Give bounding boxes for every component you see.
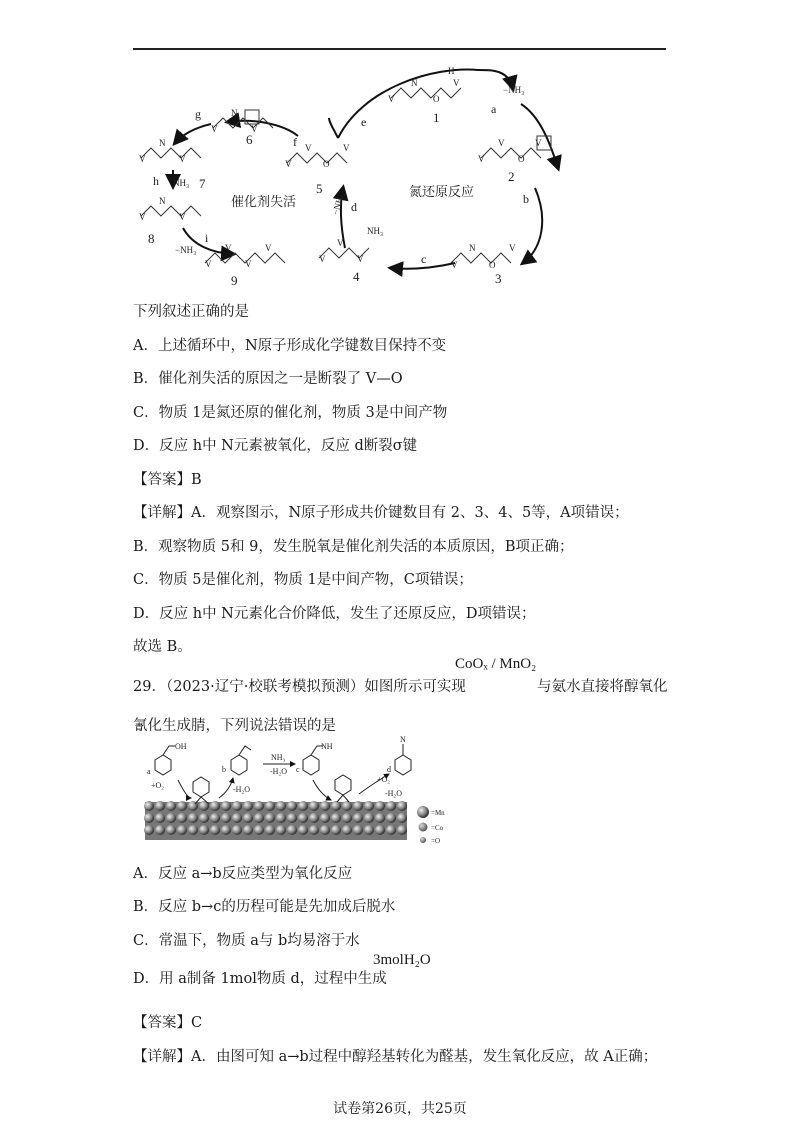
svg-text:V: V — [535, 138, 542, 148]
legend-mn: =Mn — [431, 809, 445, 817]
q28-option-c: C．物质 1是氮还原的催化剂，物质 3是中间产物 — [133, 405, 448, 421]
svg-text:V: V — [139, 154, 146, 164]
svg-text:V: V — [305, 143, 312, 153]
h-s1-label: H — [448, 66, 455, 76]
q29-option-a: A．反应 a→b反应类型为氧化反应 — [133, 866, 353, 882]
label-9: 9 — [231, 273, 238, 288]
fig2-n: N — [400, 735, 406, 744]
q28-detail-c: C．物质 5是催化剂，物质 1是中间产物，C项错误； — [133, 572, 473, 588]
fig2-o2-1: +O₂ — [151, 781, 165, 790]
center-right-label: 氮还原反应 — [409, 184, 475, 199]
q29-catalyst: CoOₓ / MnO₂ — [455, 656, 537, 672]
fig2-nh3: NH₃ — [271, 753, 286, 762]
q28-detail-d: D．反应 h中 N元素化合价降低，发生了还原反应，D项错误； — [133, 606, 536, 622]
q28-conclusion: 故选 B。 — [133, 639, 192, 655]
arrow-label-g: g — [195, 107, 201, 121]
arrow-label-d: d — [351, 200, 357, 214]
svg-text:V: V — [179, 212, 186, 222]
svg-text:V: V — [388, 94, 395, 104]
svg-text:V: V — [498, 138, 505, 148]
svg-text:V: V — [265, 243, 272, 253]
label-4: 4 — [353, 269, 360, 284]
q29-option-d-product: 3molH₂O — [373, 952, 431, 968]
label-7: 7 — [199, 176, 206, 191]
label-2: 2 — [508, 169, 515, 184]
arrow-label-b: b — [523, 192, 529, 206]
svg-text:V: V — [453, 78, 460, 88]
fig2-nh: NH — [321, 742, 333, 751]
fig2-h2o-1: -H₂O — [270, 767, 288, 776]
svg-text:V: V — [225, 243, 232, 253]
cycle-arc-g — [175, 124, 211, 143]
q29-stem-part1: 29．（2023·辽宁·校联考模拟预测）如图所示可实现 — [133, 679, 466, 695]
q28-option-d: D．反应 h中 N元素被氧化，反应 d断裂σ键 — [133, 438, 418, 454]
svg-text:V: V — [343, 143, 350, 153]
nh3-bottom-label: −NH₃ — [175, 245, 197, 255]
arrow-label-i: i — [205, 231, 209, 245]
svg-text:V: V — [211, 124, 218, 134]
label-3: 3 — [495, 271, 502, 286]
arrow-label-c: c — [421, 252, 427, 266]
center-left-label: 催化剂失活 — [231, 194, 297, 209]
fig2-oh: OH — [175, 742, 187, 751]
label-1: 1 — [433, 110, 440, 125]
legend-co: =Co — [431, 824, 444, 832]
nh3-s8-label: NH₃ — [173, 178, 190, 188]
svg-text:V: V — [337, 238, 344, 248]
q28-option-b: B．催化剂失活的原因之一是断裂了 V—O — [133, 371, 403, 387]
catalytic-cycle-figure — [133, 58, 673, 290]
fig2-label-b: b — [222, 765, 226, 774]
q28-detail-a: 【详解】A．观察图示，N原子形成共价键数目有 2、3、4、5等，A项错误； — [133, 505, 629, 521]
fig2-h2o-3: -H₂O — [385, 789, 403, 798]
nh3-s4-label: NH₃ — [367, 226, 384, 236]
q28-option-a: A．上述循环中，N原子形成化学键数目保持不变 — [133, 338, 447, 354]
q29-answer: 【答案】C — [133, 1015, 203, 1031]
label-5: 5 — [316, 181, 323, 196]
q28-stem: 下列叙述正确的是 — [133, 304, 249, 320]
fig2-label-a: a — [147, 767, 151, 776]
legend-o: =O — [431, 837, 441, 845]
svg-text:O: O — [489, 260, 496, 270]
nh3-top-label: −NH₃ — [503, 85, 525, 95]
svg-text:N: N — [231, 108, 238, 118]
arrow-label-e: e — [361, 115, 367, 129]
q28-answer: 【答案】B — [133, 472, 202, 488]
nh3-left-label: −NH₃ — [330, 192, 346, 216]
svg-text:N: N — [159, 138, 166, 148]
label-6: 6 — [246, 132, 253, 147]
svg-text:N: N — [159, 196, 166, 206]
fig2-h2o-2: -H₂O — [233, 785, 251, 794]
arrow-label-f: f — [293, 135, 297, 149]
fig2-label-c: c — [296, 765, 300, 774]
svg-text:V: V — [509, 243, 516, 253]
svg-text:V: V — [179, 154, 186, 164]
q29-option-c: C．常温下，物质 a与 b均易溶于水 — [133, 933, 360, 949]
svg-text:V: V — [319, 254, 326, 264]
arrow-label-a: a — [491, 102, 497, 116]
label-8: 8 — [148, 231, 155, 246]
q29-option-d: D．用 a制备 1mol物质 d，过程中生成 — [133, 971, 387, 987]
fig2-o2-2: +O₂ — [377, 775, 391, 784]
svg-text:V: V — [139, 212, 146, 222]
svg-text:N: N — [411, 78, 418, 88]
svg-text:V: V — [251, 124, 258, 134]
svg-text:V: V — [451, 260, 458, 270]
svg-text:V: V — [205, 259, 212, 269]
q28-detail-b: B．观察物质 5和 9，发生脱氧是催化剂失活的本质原因，B项正确； — [133, 539, 574, 555]
svg-text:N: N — [469, 243, 476, 253]
catalyst-reaction-figure — [133, 735, 453, 850]
svg-text:O: O — [518, 154, 525, 164]
arrow-label-h: h — [153, 174, 159, 188]
svg-text:V: V — [357, 254, 364, 264]
svg-text:O: O — [433, 94, 440, 104]
svg-text:O: O — [323, 159, 330, 169]
q29-detail-a: 【详解】A．由图可知 a→b过程中醇羟基转化为醛基，发生氧化反应，故 A正确； — [133, 1049, 658, 1065]
svg-text:V: V — [285, 159, 292, 169]
fig2-label-d: d — [387, 765, 391, 774]
page-footer: 试卷第26页，共25页 — [333, 1101, 467, 1117]
header-rule — [133, 48, 666, 50]
q29-stem-part2: 与氨水直接将醇氧化 — [537, 679, 668, 695]
q29-option-b: B．反应 b→c的历程可能是先加成后脱水 — [133, 899, 396, 915]
svg-text:V: V — [245, 259, 252, 269]
svg-text:V: V — [478, 154, 485, 164]
q29-stem-line2: 氰化生成腈，下列说法错误的是 — [133, 718, 336, 734]
